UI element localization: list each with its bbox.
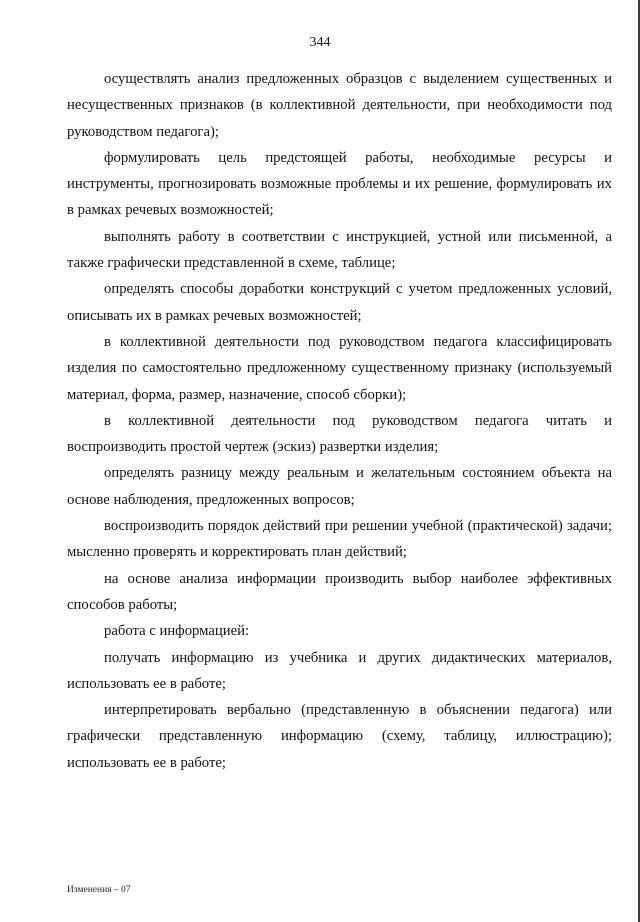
body-text	[67, 66, 612, 776]
paragraph-interpret: интерпретировать вербально (представленную в объяснении педагога) или графически представленную информацию (схему, таблицу, иллюстрацию); использовать ее в работе;	[67, 702, 612, 771]
paragraph-analysis: осуществлять анализ предложенных образцов с выделением существенных и несущественных признаков (в коллективной деятельности, при необходимости под руководством педагога);	[67, 71, 612, 140]
paragraph-drawing: в коллективной деятельности под руководством педагога читать и воспроизводить простой чертеж (эскиз) развертки изделия;	[67, 412, 612, 456]
paragraph-difference: определять разницу между реальным и желательным состоянием объекта на основе наблюдения, предложенных вопросов;	[67, 465, 612, 508]
paragraph-goal: формулировать цель предстоящей работы, необходимые ресурсы и инструменты, прогнозировать возможные проблемы и их решение, формулировать их в рамках речевых возможностей;	[67, 149, 612, 219]
paragraph-information-heading: работа с информацией:	[104, 623, 250, 640]
paragraph-classification: в коллективной деятельности под руководством педагога классифицировать изделия по самостоятельно предложенному существенному признаку (используемый материал, форма, размер, назначение, способ сборки);	[67, 333, 612, 403]
paragraph-improvement: определять способы доработки конструкций с учетом предложенных условий, описывать их в рамках речевых возможностей;	[67, 281, 612, 324]
paragraph-instruction: выполнять работу в соответствии с инструкцией, устной или письменной, а также графически представленной в схеме, таблице;	[67, 228, 612, 272]
page-number: 344	[309, 35, 331, 50]
paragraph-choice: на основе анализа информации производить выбор наиболее эффективных способов работы;	[67, 570, 612, 613]
paragraph-order: воспроизводить порядок действий при решении учебной (практической) задачи; мысленно проверять и корректировать план действий;	[67, 518, 612, 561]
footer-revision: Изменения – 07	[67, 885, 131, 895]
paragraph-obtain-info: получать информацию из учебника и других дидактических материалов, использовать ее в работе;	[67, 649, 612, 692]
